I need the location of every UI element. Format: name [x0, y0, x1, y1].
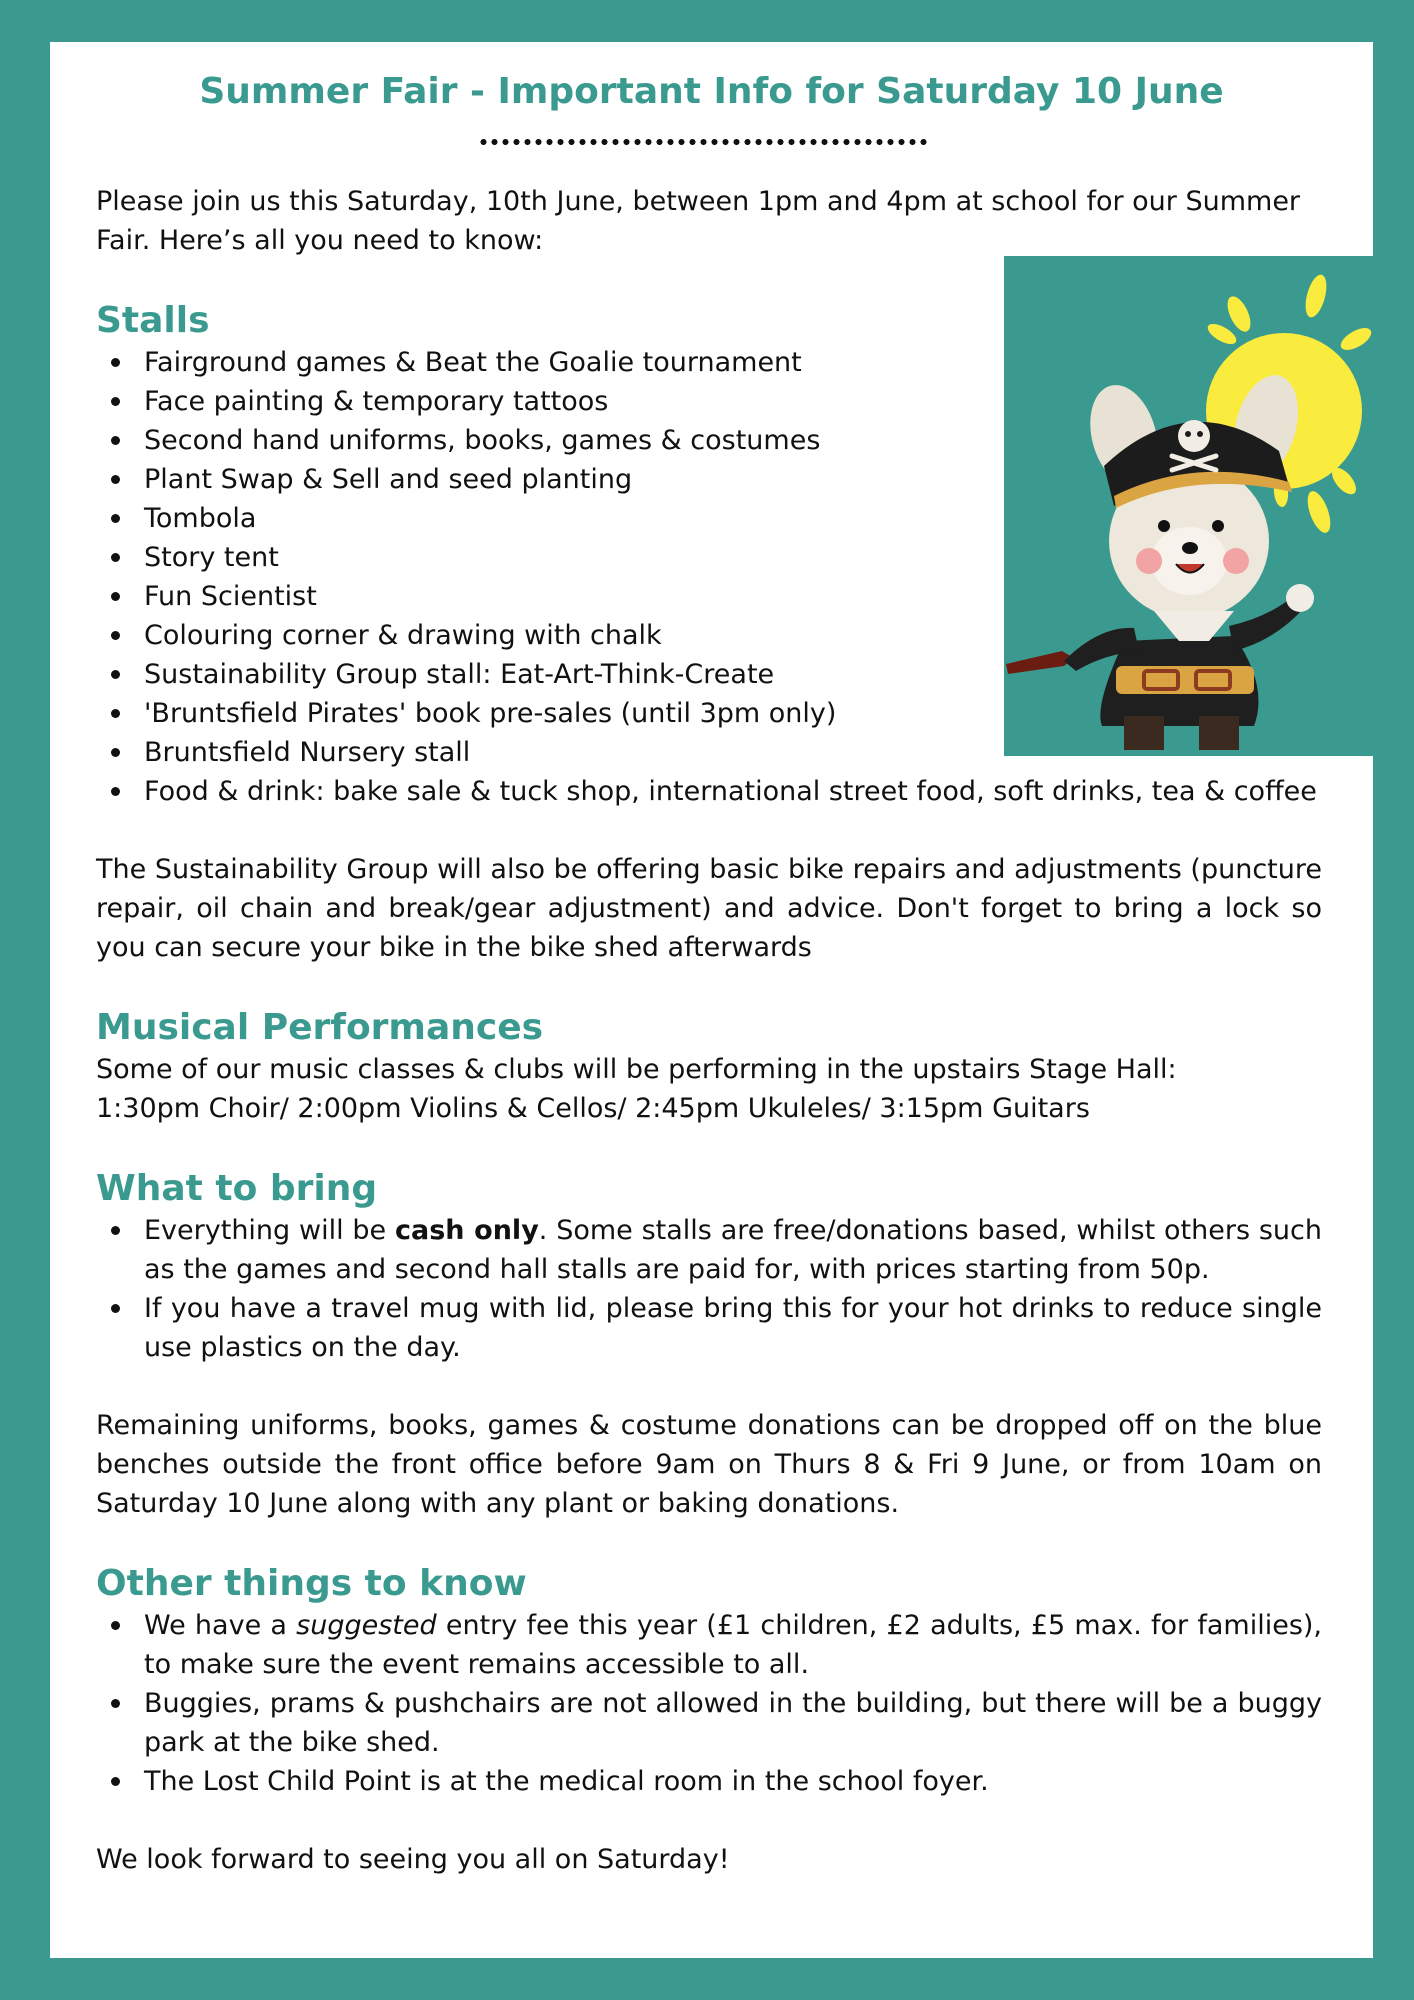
- list-item: Buggies, prams & pushchairs are not allowed in the building, but there will be a buggy park at the bike shed.: [144, 1684, 1322, 1762]
- music-intro: Some of our music classes & clubs will be performing in the upstairs Stage Hall:: [96, 1054, 1177, 1085]
- list-item: If you have a travel mug with lid, please bring this for your hot drinks to reduce single use plastics on the day.: [144, 1289, 1322, 1367]
- page-title: Summer Fair - Important Info for Saturday 10 June: [199, 71, 1224, 112]
- bring-list: [96, 1211, 1322, 1367]
- list-item: Food & drink: bake sale & tuck shop, international street food, soft drinks, tea & coffee: [144, 772, 1322, 811]
- list-item: Story tent: [144, 538, 1322, 577]
- list-item: Fun Scientist: [144, 577, 1322, 616]
- intro-text: Please join us this Saturday, 10th June, between 1pm and 4pm at school for our Summer Fair. Here’s all you need to know:: [96, 186, 1301, 256]
- closing-text: We look forward to seeing you all on Saturday!: [96, 1844, 730, 1875]
- other-heading: Other things to know: [96, 1563, 527, 1604]
- list-item: Plant Swap & Sell and seed planting: [144, 460, 1322, 499]
- list-item: Tombola: [144, 499, 1322, 538]
- donations-note: Remaining uniforms, books, games & costume donations can be dropped off on the blue benches outside the front office before 9am on Thurs 8 & Fri 9 June, or from 10am on Saturday 10 June along with any plant or baking donations.: [96, 1410, 1322, 1519]
- cash-only-emphasis: cash only: [395, 1215, 539, 1246]
- list-item: The Lost Child Point is at the medical room in the school foyer.: [144, 1762, 1322, 1801]
- list-item: Face painting & temporary tattoos: [144, 382, 1322, 421]
- music-schedule: 1:30pm Choir/ 2:00pm Violins & Cellos/ 2:45pm Ukuleles/ 3:15pm Guitars: [96, 1093, 1090, 1124]
- list-item: Colouring corner & drawing with chalk: [144, 616, 1322, 655]
- list-item: Everything will be cash only. Some stalls are free/donations based, whilst others such as the games and second hall stalls are paid for, with prices starting from 50p.: [144, 1211, 1322, 1289]
- list-item: We have a suggested entry fee this year (£1 children, £2 adults, £5 max. for families), to make sure the event remains accessible to all.: [144, 1606, 1322, 1684]
- bike-repair-note: The Sustainability Group will also be offering basic bike repairs and adjustments (puncture repair, oil chain and break/gear adjustment) and advice. Don't forget to bring a lock so you can secure your bike in the bike shed afterwards: [96, 854, 1322, 963]
- flyer-page: [50, 42, 1373, 1958]
- list-item: Bruntsfield Nursery stall: [144, 733, 1322, 772]
- other-list: [96, 1606, 1322, 1801]
- list-item: Second hand uniforms, books, games & costumes: [144, 421, 1322, 460]
- title-dotted-underline: [478, 138, 928, 146]
- music-heading: Musical Performances: [96, 1007, 544, 1048]
- suggested-emphasis: suggested: [296, 1610, 437, 1641]
- list-item: Fairground games & Beat the Goalie tournament: [144, 343, 1322, 382]
- list-item: Sustainability Group stall: Eat-Art-Think-Create: [144, 655, 1322, 694]
- flyer-content: [96, 182, 1322, 1879]
- list-item: 'Bruntsfield Pirates' book pre-sales (until 3pm only): [144, 694, 1322, 733]
- stalls-heading: Stalls: [96, 300, 210, 341]
- stalls-list: [96, 343, 1322, 811]
- bring-heading: What to bring: [96, 1168, 378, 1209]
